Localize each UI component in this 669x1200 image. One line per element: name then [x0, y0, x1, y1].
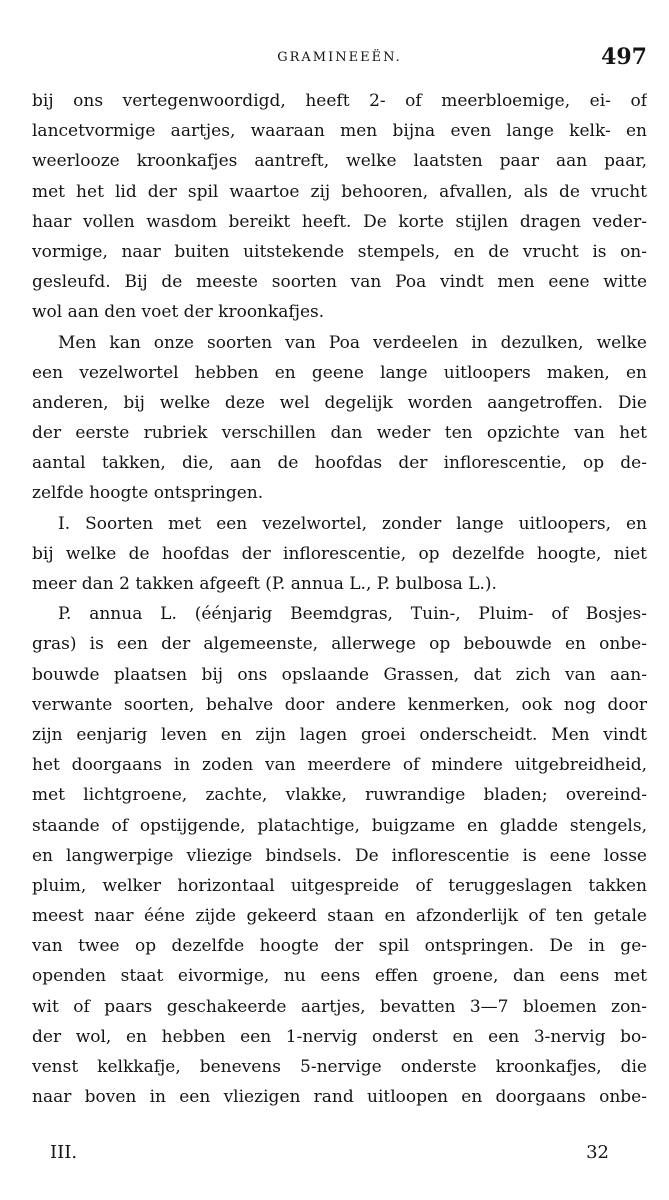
text-line: openden staat eivormige, nu eens effen groene, dan eens met	[32, 966, 647, 987]
text-line: aantal takken, die, aan de hoofdas der inflorescentie, op de-	[32, 453, 647, 474]
text-line: bij welke de hoofdas der inflorescentie, op dezelfde hoogte, niet	[32, 543, 647, 564]
page-header	[32, 44, 647, 74]
text-line: pluim, welker horizontaal uitgespreide of teruggeslagen takken	[32, 875, 647, 896]
text-line: gras) is een der algemeenste, allerwege op bebouwde en onbe-	[32, 634, 647, 655]
text-line: meer dan 2 takken afgeeft (P. annua L., P. bulbosa L.).	[32, 574, 497, 594]
text-line: wol aan den voet der kroonkafjes.	[32, 302, 325, 323]
folio-number: 32	[586, 1142, 609, 1163]
text-line: zijn eenjarig leven en zijn lagen groei onderscheidt. Men vindt	[32, 724, 647, 745]
text-line: der eerste rubriek verschillen dan weder ten opzichte van het	[32, 423, 647, 444]
text-line: van twee op dezelfde hoogte der spil ontspringen. De in ge-	[32, 936, 647, 957]
text-line: wit of paars geschakeerde aartjes, bevatten 3—7 bloemen zon-	[32, 996, 647, 1017]
text-line: bouwde plaatsen bij ons opslaande Grassen, dat zich van aan-	[32, 664, 647, 685]
text-line: naar boven in een vliezigen rand uitloopen en doorgaans onbe-	[32, 1087, 647, 1108]
text-line: I. Soorten met een vezelwortel, zonder lange uitloopers, en	[58, 513, 647, 534]
text-line: met lichtgroene, zachte, vlakke, ruwrandige bladen; overeind-	[32, 785, 647, 806]
text-line: met het lid der spil waartoe zij behooren, afvallen, als de vrucht	[32, 181, 647, 202]
text-line: venst kelkkafje, benevens 5-nervige onderste kroonkafjes, die	[32, 1057, 647, 1077]
text-line: haar vollen wasdom bereikt heeft. De korte stijlen dragen veder-	[32, 211, 647, 232]
text-line: staande of opstijgende, platachtige, buigzame en gladde stengels,	[32, 815, 647, 836]
text-line: bij ons vertegenwoordigd, heeft 2- of meerbloemige, ei- of	[32, 91, 647, 111]
text-line: gesleufd. Bij de meeste soorten van Poa vindt men eene witte	[32, 272, 647, 293]
text-line: verwante soorten, behalve door andere kenmerken, ook nog door	[32, 694, 647, 715]
text-line: P. annua L. (éénjarig Beemdgras, Tuin-, Pluim- of Bosjes-	[58, 604, 647, 625]
text-line: lancetvormige aartjes, waaraan men bijna even lange kelk- en	[32, 121, 647, 142]
text-line: een vezelwortel hebben en geene lange uitloopers maken, en	[32, 362, 647, 383]
text-line: en langwerpige vliezige bindsels. De inflorescentie is eene losse	[32, 845, 647, 866]
text-line: vormige, naar buiten uitstekende stempels, en de vrucht is on-	[32, 241, 647, 262]
body-text	[32, 86, 647, 1112]
page-number: 497	[601, 44, 647, 70]
page-footer	[50, 1142, 609, 1172]
signature-mark: III.	[50, 1142, 78, 1163]
text-line: meest naar ééne zijde gekeerd staan en afzonderlijk of ten getale	[32, 906, 647, 927]
text-line: weerlooze kroonkafjes aantreft, welke laatsten paar aan paar,	[32, 151, 647, 172]
running-title: GRAMINEEËN.	[277, 50, 402, 65]
text-line: het doorgaans in zoden van meerdere of mindere uitgebreidheid,	[32, 755, 647, 776]
text-line: der wol, en hebben een 1-nervig onderst en een 3-nervig bo-	[32, 1026, 647, 1047]
text-line: zelfde hoogte ontspringen.	[32, 483, 264, 504]
text-line: anderen, bij welke deze wel degelijk worden aangetroffen. Die	[32, 392, 647, 413]
text-line: Men kan onze soorten van Poa verdeelen in dezulken, welke	[58, 332, 647, 353]
